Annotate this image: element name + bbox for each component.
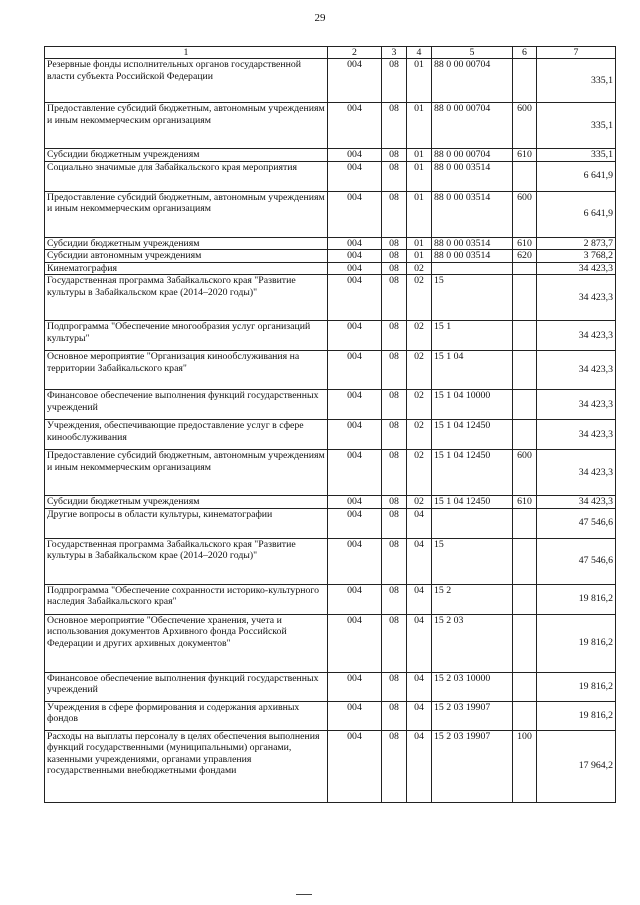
row-name: Государственная программа Забайкальского края "Развитие культуры в Забайкальском крае (2014–2020 годы)" <box>45 538 328 584</box>
row-section: 08 <box>382 103 407 149</box>
row-subsection: 01 <box>407 103 432 149</box>
row-expense-type <box>513 420 537 450</box>
row-section: 08 <box>382 390 407 420</box>
row-target-article <box>432 262 513 275</box>
row-amount: 34 423,3 <box>537 390 616 420</box>
table-row <box>45 508 616 538</box>
row-grbs: 004 <box>328 584 382 614</box>
row-target-article: 88 0 00 03514 <box>432 237 513 250</box>
row-amount: 6 641,9 <box>537 191 616 237</box>
row-name: Предоставление субсидий бюджетным, автономным учреждениям и иным некоммерческим организациям <box>45 450 328 496</box>
row-expense-type: 600 <box>513 450 537 496</box>
row-name: Основное мероприятие "Организация кинообслуживания на территории Забайкальского края" <box>45 351 328 390</box>
row-subsection: 01 <box>407 237 432 250</box>
row-amount: 3 768,2 <box>537 250 616 263</box>
table-row <box>45 614 616 672</box>
row-expense-type <box>513 538 537 584</box>
row-section: 08 <box>382 59 407 103</box>
row-expense-type: 100 <box>513 730 537 802</box>
row-expense-type: 620 <box>513 250 537 263</box>
row-expense-type <box>513 351 537 390</box>
row-name: Субсидии бюджетным учреждениям <box>45 237 328 250</box>
row-name: Предоставление субсидий бюджетным, автономным учреждениям и иным некоммерческим организациям <box>45 103 328 149</box>
row-subsection: 02 <box>407 351 432 390</box>
table-row <box>45 538 616 584</box>
table-row <box>45 701 616 730</box>
table-row <box>45 450 616 496</box>
row-subsection: 01 <box>407 149 432 162</box>
row-grbs: 004 <box>328 191 382 237</box>
row-target-article: 88 0 00 00704 <box>432 59 513 103</box>
row-expense-type <box>513 59 537 103</box>
row-subsection: 02 <box>407 420 432 450</box>
row-grbs: 004 <box>328 275 382 321</box>
row-name: Резервные фонды исполнительных органов государственной власти субъекта Российской Федерации <box>45 59 328 103</box>
row-grbs: 004 <box>328 321 382 351</box>
row-target-article: 15 <box>432 538 513 584</box>
table-row <box>45 59 616 103</box>
row-subsection: 04 <box>407 672 432 701</box>
row-target-article: 88 0 00 03514 <box>432 250 513 263</box>
row-subsection: 01 <box>407 250 432 263</box>
table-row <box>45 584 616 614</box>
row-subsection: 01 <box>407 59 432 103</box>
row-amount: 34 423,3 <box>537 351 616 390</box>
row-section: 08 <box>382 538 407 584</box>
row-target-article: 15 1 04 12450 <box>432 450 513 496</box>
row-name: Предоставление субсидий бюджетным, автономным учреждениям и иным некоммерческим организациям <box>45 191 328 237</box>
row-section: 08 <box>382 496 407 509</box>
row-grbs: 004 <box>328 538 382 584</box>
row-amount: 19 816,2 <box>537 614 616 672</box>
row-amount: 335,1 <box>537 59 616 103</box>
row-name: Основное мероприятие "Обеспечение хранения, учета и использования документов Архивного фонда Российской Федерации и других архивных документов" <box>45 614 328 672</box>
header-cell: 4 <box>407 47 432 59</box>
row-expense-type <box>513 584 537 614</box>
row-name: Подпрограмма "Обеспечение сохранности историко-культурного наследия Забайкальского края" <box>45 584 328 614</box>
row-section: 08 <box>382 672 407 701</box>
row-section: 08 <box>382 508 407 538</box>
table-row <box>45 496 616 509</box>
row-grbs: 004 <box>328 250 382 263</box>
row-amount: 19 816,2 <box>537 584 616 614</box>
row-target-article: 15 2 03 19907 <box>432 701 513 730</box>
row-section: 08 <box>382 614 407 672</box>
row-expense-type: 600 <box>513 103 537 149</box>
row-target-article: 88 0 00 03514 <box>432 161 513 191</box>
table-row <box>45 149 616 162</box>
table-row <box>45 321 616 351</box>
row-target-article: 15 1 04 10000 <box>432 390 513 420</box>
row-grbs: 004 <box>328 351 382 390</box>
row-subsection: 04 <box>407 538 432 584</box>
row-expense-type <box>513 508 537 538</box>
row-section: 08 <box>382 420 407 450</box>
row-expense-type <box>513 390 537 420</box>
row-expense-type <box>513 275 537 321</box>
table-row <box>45 103 616 149</box>
row-subsection: 04 <box>407 614 432 672</box>
table-row <box>45 237 616 250</box>
header-cell: 3 <box>382 47 407 59</box>
row-grbs: 004 <box>328 149 382 162</box>
row-subsection: 04 <box>407 701 432 730</box>
row-target-article: 15 2 03 <box>432 614 513 672</box>
page-number: 29 <box>314 12 326 24</box>
row-target-article: 15 1 04 12450 <box>432 496 513 509</box>
row-grbs: 004 <box>328 237 382 250</box>
row-amount: 34 423,3 <box>537 496 616 509</box>
row-section: 08 <box>382 275 407 321</box>
row-section: 08 <box>382 730 407 802</box>
row-name: Другие вопросы в области культуры, кинематографии <box>45 508 328 538</box>
row-section: 08 <box>382 250 407 263</box>
row-grbs: 004 <box>328 672 382 701</box>
row-amount: 6 641,9 <box>537 161 616 191</box>
row-amount: 47 546,6 <box>537 508 616 538</box>
table-row <box>45 730 616 802</box>
row-target-article: 15 2 03 19907 <box>432 730 513 802</box>
row-section: 08 <box>382 237 407 250</box>
row-section: 08 <box>382 701 407 730</box>
row-name: Субсидии бюджетным учреждениям <box>45 149 328 162</box>
row-grbs: 004 <box>328 420 382 450</box>
row-name: Финансовое обеспечение выполнения функций государственных учреждений <box>45 390 328 420</box>
row-subsection: 02 <box>407 275 432 321</box>
table-row <box>45 161 616 191</box>
row-subsection: 02 <box>407 390 432 420</box>
row-amount: 335,1 <box>537 103 616 149</box>
row-grbs: 004 <box>328 161 382 191</box>
row-grbs: 004 <box>328 390 382 420</box>
row-grbs: 004 <box>328 103 382 149</box>
row-amount: 34 423,3 <box>537 262 616 275</box>
row-section: 08 <box>382 351 407 390</box>
row-name: Кинематография <box>45 262 328 275</box>
row-grbs: 004 <box>328 730 382 802</box>
row-subsection: 02 <box>407 321 432 351</box>
row-expense-type <box>513 321 537 351</box>
row-subsection: 01 <box>407 161 432 191</box>
row-target-article: 15 <box>432 275 513 321</box>
row-grbs: 004 <box>328 614 382 672</box>
row-name: Государственная программа Забайкальского края "Развитие культуры в Забайкальском крае (2014–2020 годы)" <box>45 275 328 321</box>
row-amount: 2 873,7 <box>537 237 616 250</box>
table-row <box>45 390 616 420</box>
header-cell: 1 <box>45 47 328 59</box>
table-row <box>45 191 616 237</box>
row-name: Субсидии бюджетным учреждениям <box>45 496 328 509</box>
header-cell: 2 <box>328 47 382 59</box>
row-subsection: 04 <box>407 584 432 614</box>
row-section: 08 <box>382 191 407 237</box>
row-subsection: 04 <box>407 730 432 802</box>
row-amount: 34 423,3 <box>537 450 616 496</box>
row-amount: 34 423,3 <box>537 275 616 321</box>
row-subsection: 02 <box>407 450 432 496</box>
table-row <box>45 420 616 450</box>
row-section: 08 <box>382 262 407 275</box>
row-expense-type <box>513 161 537 191</box>
row-name: Социально значимые для Забайкальского края мероприятия <box>45 161 328 191</box>
header-cell: 7 <box>537 47 616 59</box>
row-grbs: 004 <box>328 450 382 496</box>
row-target-article <box>432 508 513 538</box>
row-amount: 34 423,3 <box>537 321 616 351</box>
row-target-article: 88 0 00 03514 <box>432 191 513 237</box>
row-subsection: 02 <box>407 496 432 509</box>
header-cell: 6 <box>513 47 537 59</box>
row-name: Субсидии автономным учреждениям <box>45 250 328 263</box>
row-expense-type <box>513 672 537 701</box>
row-name: Расходы на выплаты персоналу в целях обеспечения выполнения функций государственными (муниципальными) органами, казенными учреждениями, органами управления государственными внебюджетными фондами <box>45 730 328 802</box>
row-amount: 19 816,2 <box>537 701 616 730</box>
table-row <box>45 672 616 701</box>
row-grbs: 004 <box>328 262 382 275</box>
row-target-article: 15 1 04 12450 <box>432 420 513 450</box>
row-amount: 34 423,3 <box>537 420 616 450</box>
row-section: 08 <box>382 149 407 162</box>
row-subsection: 04 <box>407 508 432 538</box>
footer-mark <box>296 894 312 895</box>
row-amount: 19 816,2 <box>537 672 616 701</box>
row-expense-type <box>513 614 537 672</box>
row-section: 08 <box>382 584 407 614</box>
row-expense-type: 610 <box>513 496 537 509</box>
row-section: 08 <box>382 161 407 191</box>
row-target-article: 88 0 00 00704 <box>432 149 513 162</box>
row-target-article: 15 1 <box>432 321 513 351</box>
row-grbs: 004 <box>328 496 382 509</box>
table-row <box>45 275 616 321</box>
table-row <box>45 262 616 275</box>
header-row <box>45 47 616 59</box>
row-expense-type <box>513 701 537 730</box>
row-grbs: 004 <box>328 59 382 103</box>
row-name: Подпрограмма "Обеспечение многообразия услуг организаций культуры" <box>45 321 328 351</box>
row-name: Учреждения, обеспечивающие предоставление услуг в сфере кинообслуживания <box>45 420 328 450</box>
row-name: Учреждения в сфере формирования и содержания архивных фондов <box>45 701 328 730</box>
row-expense-type: 610 <box>513 149 537 162</box>
row-section: 08 <box>382 321 407 351</box>
table-body <box>45 59 616 803</box>
row-section: 08 <box>382 450 407 496</box>
row-grbs: 004 <box>328 701 382 730</box>
row-subsection: 01 <box>407 191 432 237</box>
row-target-article: 15 2 03 10000 <box>432 672 513 701</box>
row-target-article: 88 0 00 00704 <box>432 103 513 149</box>
row-name: Финансовое обеспечение выполнения функций государственных учреждений <box>45 672 328 701</box>
row-target-article: 15 2 <box>432 584 513 614</box>
row-amount: 335,1 <box>537 149 616 162</box>
row-subsection: 02 <box>407 262 432 275</box>
row-expense-type: 600 <box>513 191 537 237</box>
row-expense-type: 610 <box>513 237 537 250</box>
header-cell: 5 <box>432 47 513 59</box>
table-row <box>45 250 616 263</box>
row-grbs: 004 <box>328 508 382 538</box>
row-expense-type <box>513 262 537 275</box>
row-amount: 17 964,2 <box>537 730 616 802</box>
row-amount: 47 546,6 <box>537 538 616 584</box>
row-target-article: 15 1 04 <box>432 351 513 390</box>
budget-table <box>44 46 616 803</box>
table-row <box>45 351 616 390</box>
